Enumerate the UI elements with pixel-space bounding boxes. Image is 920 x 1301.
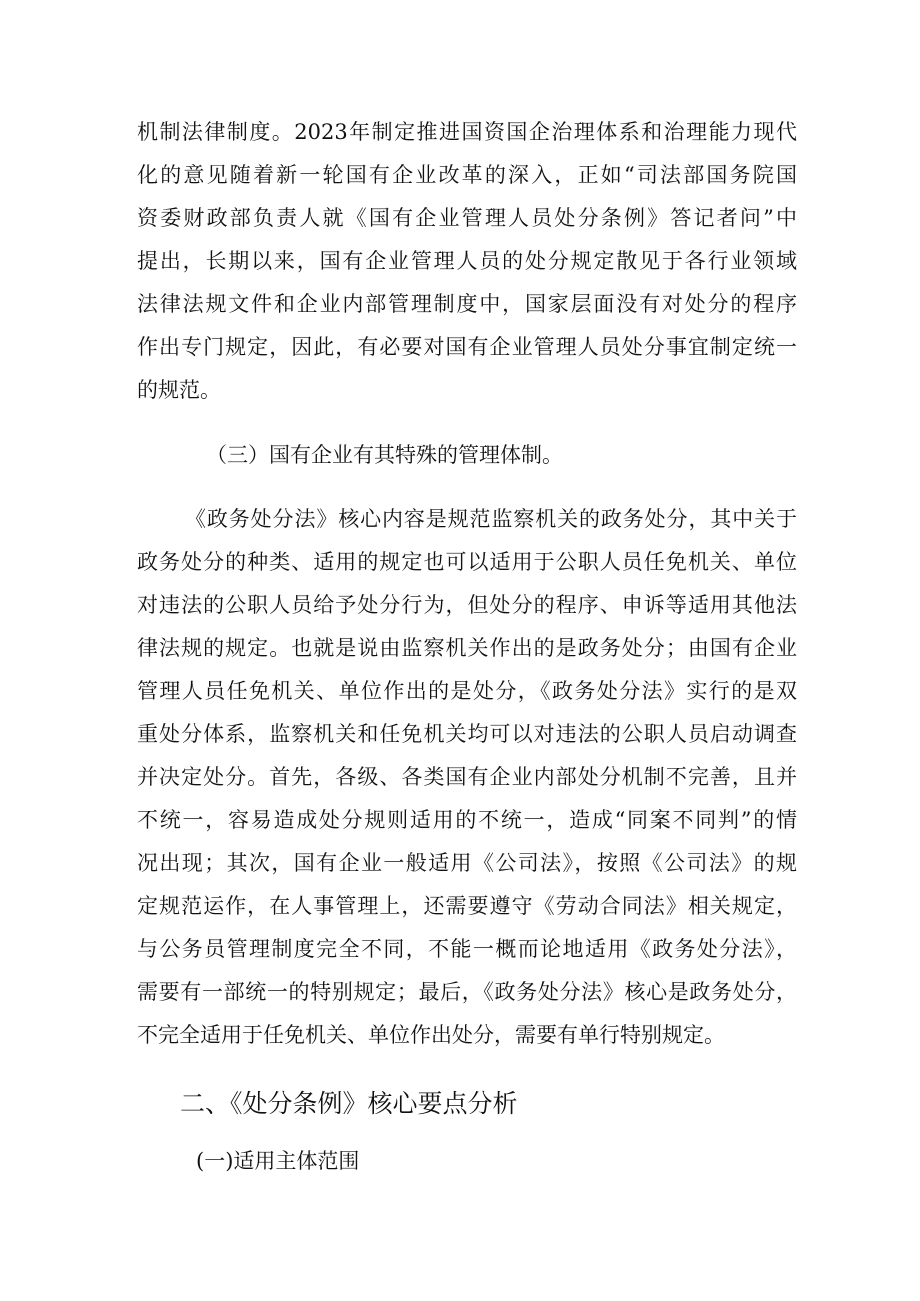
paragraph1-line-3: 资委财政部负责人就《国有企业管理人员处分条例》答记者问”中 xyxy=(137,206,797,230)
paragraph2-line-1: 《政务处分法》核心内容是规范监察机关的政务处分，其中关于 xyxy=(185,507,797,531)
paragraph2-line-9: 况出现；其次，国有企业一般适用《公司法》，按照《公司法》的规 xyxy=(137,851,797,875)
paragraph1-line-2: 化的意见随着新一轮国有企业改革的深入，正如“司法部国务院国 xyxy=(137,163,797,187)
paragraph2-line-7: 并决定处分。首先，各级、各类国有企业内部处分机制不完善，且并 xyxy=(137,765,797,789)
paragraph2-line-5: 管理人员任免机关、单位作出的是处分，《政务处分法》实行的是双 xyxy=(137,679,797,703)
paragraph2-line-3: 对违法的公职人员给予处分行为，但处分的程序、申诉等适用其他法 xyxy=(137,593,797,617)
paragraph2-line-13: 不完全适用于任免机关、单位作出处分，需要有单行特别规定。 xyxy=(137,1023,725,1047)
section-heading-two: 二、《处分条例》核心要点分析 xyxy=(180,1089,518,1118)
paragraph1-line-6: 作出专门规定，因此，有必要对国有企业管理人员处分事宜制定统一 xyxy=(137,335,797,359)
paragraph2-line-4: 律法规的规定。也就是说由监察机关作出的是政务处分；由国有企业 xyxy=(137,636,797,660)
subheading-one: (一)适用主体范围 xyxy=(196,1149,360,1173)
paragraph1-line-1: 机制法律制度。2023年制定推进国资国企治理体系和治理能力现代 xyxy=(137,120,797,144)
paragraph1-line-5: 法律法规文件和企业内部管理制度中，国家层面没有对处分的程序 xyxy=(137,292,797,316)
paragraph2-line-2: 政务处分的种类、适用的规定也可以适用于公职人员任免机关、单位 xyxy=(137,550,797,574)
paragraph2-line-12: 需要有一部统一的特别规定；最后，《政务处分法》核心是政务处分， xyxy=(137,980,797,1004)
paragraph2-line-11: 与公务员管理制度完全不同，不能一概而论地适用《政务处分法》， xyxy=(137,937,797,961)
paragraph1-line-7: 的规范。 xyxy=(137,378,221,402)
paragraph2-line-10: 定规范运作，在人事管理上，还需要遵守《劳动合同法》相关规定， xyxy=(137,894,797,918)
paragraph1-line-4: 提出，长期以来，国有企业管理人员的处分规定散见于各行业领域 xyxy=(137,249,797,273)
paragraph2-line-8: 不统一，容易造成处分规则适用的不统一，造成“同案不同判”的情 xyxy=(137,808,797,832)
subheading-three: （三）国有企业有其特殊的管理体制。 xyxy=(206,443,563,467)
paragraph2-line-6: 重处分体系，监察机关和任免机关均可以对违法的公职人员启动调查 xyxy=(137,722,797,746)
